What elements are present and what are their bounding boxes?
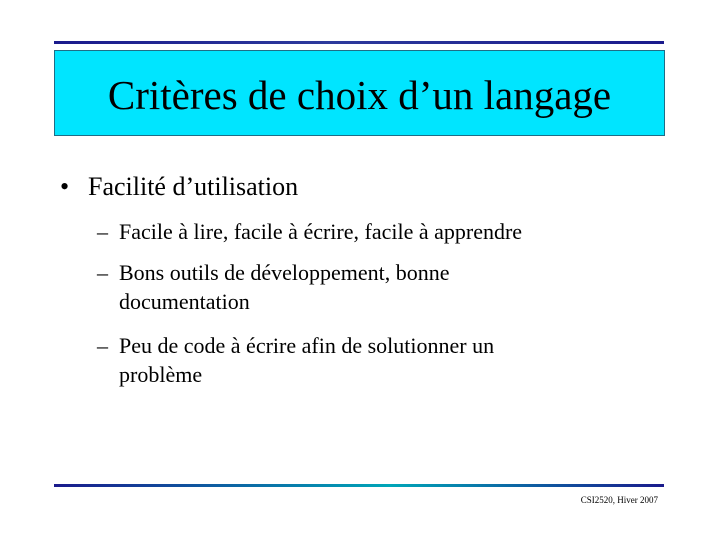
bottom-divider-line [54,484,664,487]
sub-bullet-marker: – [97,260,108,285]
sub-bullet-marker: – [97,219,108,244]
sub-bullet-3 [97,331,494,389]
title-box [54,50,665,136]
slide-footer: CSI2520, Hiver 2007 [580,495,658,505]
sub-bullet-2-continuation: documentation [119,289,250,314]
main-bullet [60,170,298,204]
sub-bullet-3-text: Peu de code à écrire afin de solutionner un [119,333,495,358]
sub-bullet-1 [97,217,522,246]
bullet-marker: • [60,172,70,201]
sub-bullet-marker: – [97,333,108,358]
sub-bullet-1-text: Facile à lire, facile à écrire, facile à apprendre [119,219,523,244]
top-divider-line [54,41,664,44]
sub-bullet-2 [97,258,450,316]
sub-bullet-3-continuation: problème [119,362,203,387]
sub-bullet-2-text: Bons outils de développement, bonne [119,260,450,285]
main-bullet-text: Facilité d’utilisation [88,172,299,201]
slide-title: Critères de choix d’un langage [107,72,612,118]
